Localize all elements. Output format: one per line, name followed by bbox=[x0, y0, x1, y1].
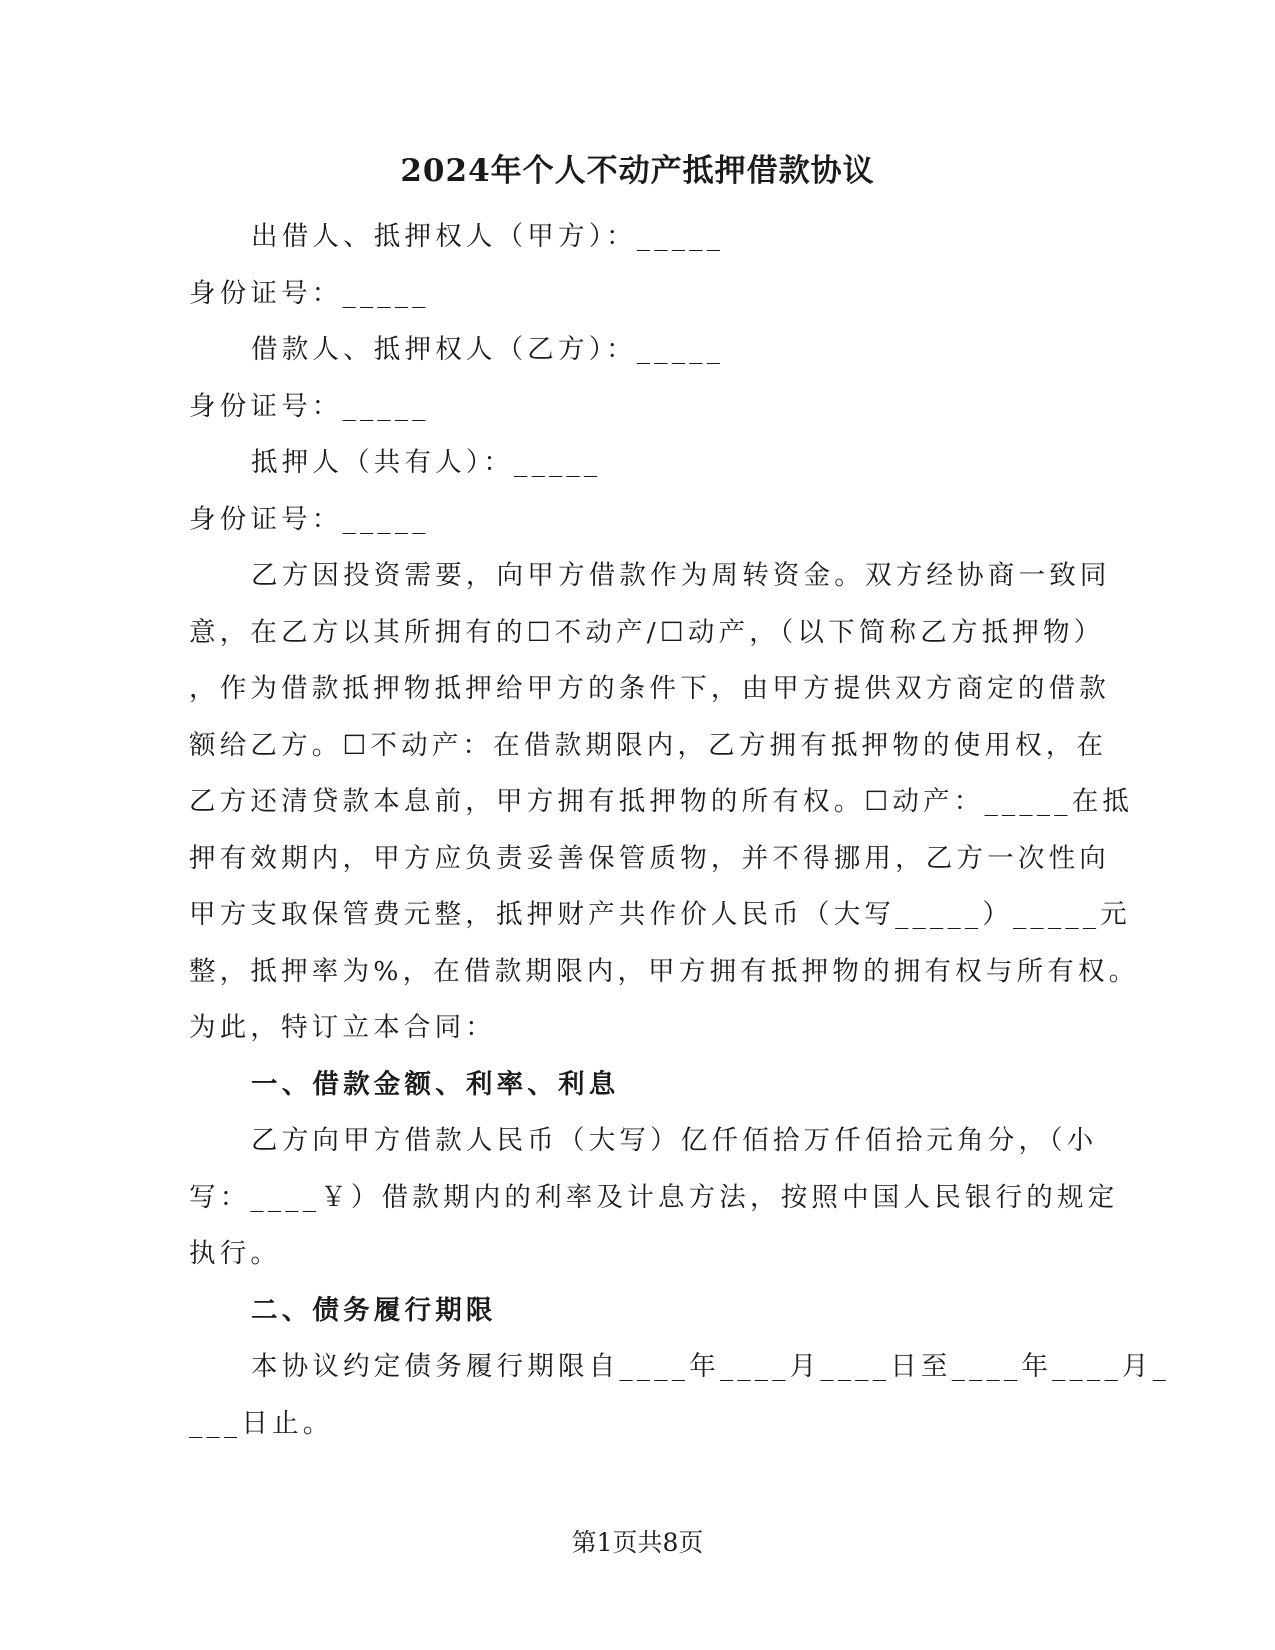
paragraph-line: 写：____￥）借款期内的利率及计息方法，按照中国人民银行的规定 bbox=[189, 1181, 1119, 1213]
paragraph-line: 额给乙方。☐不动产：在借款期限内，乙方拥有抵押物的使用权，在 bbox=[189, 729, 1108, 761]
paragraph-line: 本协议约定债务履行期限自____年____月____日至____年____月_ bbox=[251, 1351, 1171, 1382]
paragraph-line: 乙方向甲方借款人民币（大写）亿仟佰拾万仟佰拾元角分，（小 bbox=[251, 1125, 1098, 1156]
paragraph-line: 执行。 bbox=[189, 1238, 282, 1269]
lender-line: 出借人、抵押权人（甲方）：_____ bbox=[251, 221, 725, 252]
document-title: 2024年个人不动产抵押借款协议 bbox=[400, 153, 875, 189]
lender-id-line: 身份证号：_____ bbox=[189, 277, 430, 309]
paragraph-line: ，作为借款抵押物抵押给甲方的条件下，由甲方提供双方商定的借款 bbox=[189, 673, 1110, 704]
paragraph-line: ___日止。 bbox=[189, 1407, 334, 1439]
section-heading-2: 二、债务履行期限 bbox=[251, 1294, 497, 1326]
borrower-line: 借款人、抵押权人（乙方）：_____ bbox=[251, 334, 725, 365]
document-body bbox=[189, 209, 1171, 1452]
borrower-id-line: 身份证号：_____ bbox=[189, 390, 430, 422]
paragraph-line: 甲方支取保管费元整，抵押财产共作价人民币（大写_____）_____元 bbox=[189, 899, 1131, 930]
paragraph-line: 为此，特订立本合同： bbox=[189, 1012, 496, 1043]
section-heading-1: 一、借款金额、利率、利息 bbox=[251, 1068, 620, 1100]
paragraph-line: 整，抵押率为%，在借款期限内，甲方拥有抵押物的拥有权与所有权。 bbox=[189, 955, 1140, 987]
paragraph-line: 押有效期内，甲方应负责妥善保管质物，并不得挪用，乙方一次性向 bbox=[189, 842, 1110, 874]
page-number: 第1页共8页 bbox=[571, 1528, 704, 1557]
paragraph-line: 意，在乙方以其所拥有的☐不动产/☐动产，（以下简称乙方抵押物） bbox=[189, 616, 1105, 648]
paragraph-line: 乙方因投资需要，向甲方借款作为周转资金。双方经协商一致同 bbox=[251, 560, 1111, 591]
paragraph-line: 乙方还清贷款本息前，甲方拥有抵押物的所有权。☐动产：_____在抵 bbox=[189, 786, 1134, 817]
mortgagor-line: 抵押人（共有人）：_____ bbox=[251, 447, 602, 478]
mortgagor-id-line: 身份证号：_____ bbox=[189, 503, 430, 535]
